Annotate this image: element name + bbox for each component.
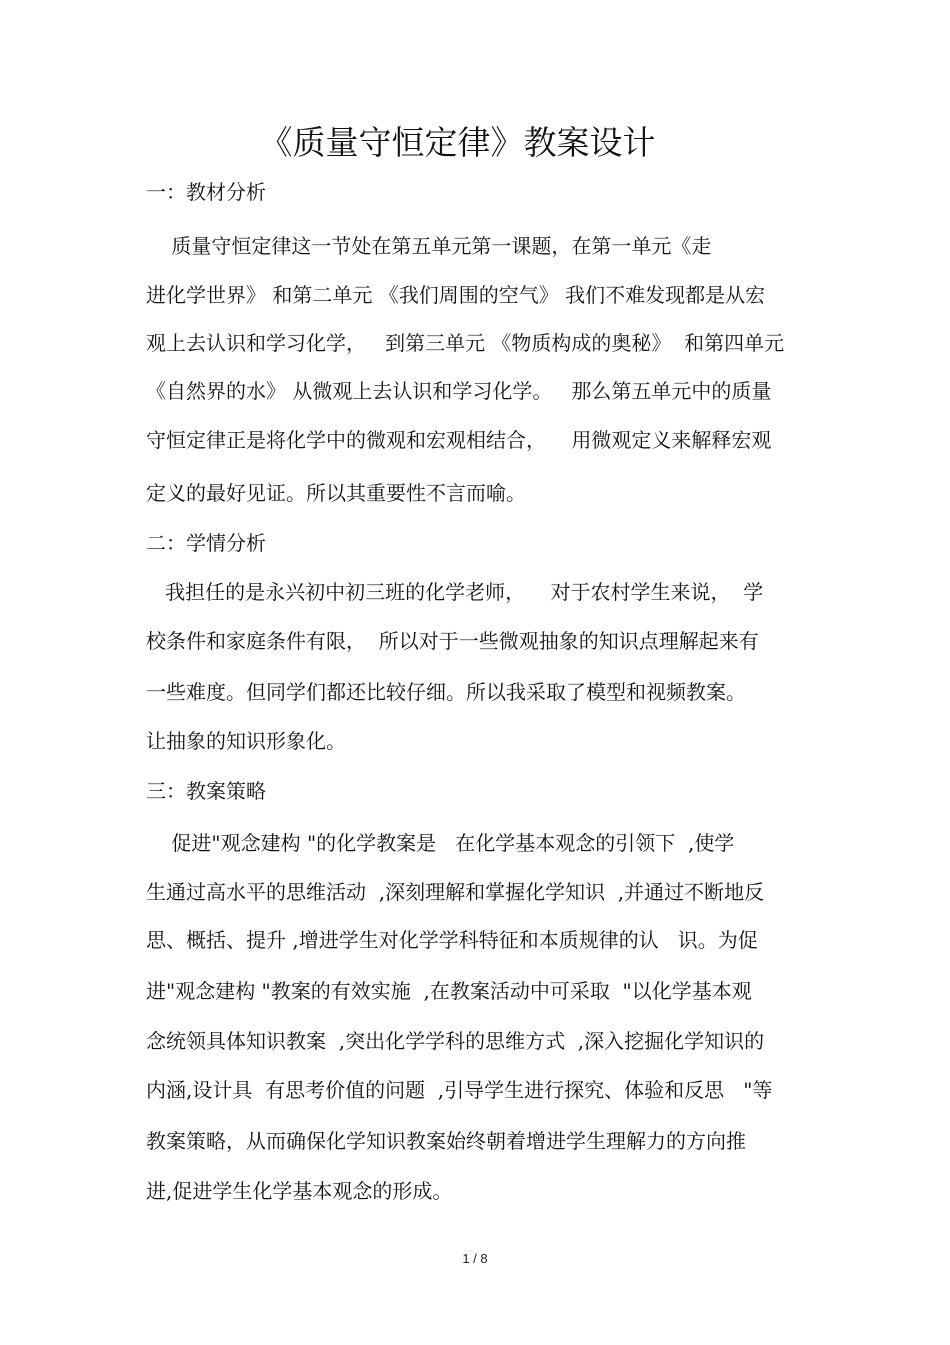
paragraph-line: 观上去认识和学习化学， 到第三单元 《物质构成的奥秘》 和第四单元 <box>146 331 785 355</box>
paragraph-line: 促进"观念建构 "的化学教案是 在化学基本观念的引领下 ,使学 <box>146 831 735 855</box>
paragraph-line: 生通过高水平的思维活动 ,深刻理解和掌握化学知识 ,并通过不断地反 <box>146 880 765 904</box>
section-heading-textbook-analysis: 一：教材分析 <box>146 180 266 204</box>
paragraph-line: 进化学世界》 和第二单元 《我们周围的空气》 我们不难发现都是从宏 <box>146 283 766 307</box>
section-heading-teaching-strategy: 三：教案策略 <box>146 779 266 803</box>
paragraph-line: 内涵,设计具 有思考价值的问题 ,引导学生进行探究、体验和反思 "等 <box>146 1078 773 1102</box>
paragraph-line: 教案策略，从而确保化学知识教案始终朝着增进学生理解力的方向推 <box>146 1129 746 1153</box>
paragraph-line: 一些难度。但同学们都还比较仔细。所以我采取了模型和视频教案。 <box>146 680 746 704</box>
paragraph-line: 守恒定律正是将化学中的微观和宏观相结合， 用微观定义来解释宏观 <box>146 428 772 452</box>
paragraph-line: 念统领具体知识教案 ,突出化学学科的思维方式 ,深入挖掘化学知识的 <box>146 1029 765 1053</box>
paragraph-line: 《自然界的水》 从微观上去认识和学习化学。 那么第五单元中的质量 <box>146 379 772 403</box>
paragraph-line: 思、概括、提升 ,增进学生对化学学科特征和本质规律的认 识。为促 <box>146 928 758 952</box>
paragraph-line: 我担任的是永兴初中初三班的化学老师， 对于农村学生来说， 学 <box>146 580 764 604</box>
paragraph-line: 让抽象的知识形象化。 <box>146 729 346 753</box>
paragraph-line: 校条件和家庭条件有限， 所以对于一些微观抽象的知识点理解起来有 <box>146 629 759 653</box>
page-number: 1 / 8 <box>462 1251 488 1266</box>
paragraph-line: 定义的最好见证。所以其重要性不言而喻。 <box>146 481 526 505</box>
paragraph-line: 进"观念建构 "教案的有效实施 ,在教案活动中可采取 "以化学基本观 <box>146 979 752 1003</box>
document-title: 《质量守恒定律》教案设计 <box>259 123 656 162</box>
paragraph-line: 质量守恒定律这一节处在第五单元第一课题，在第一单元《走 <box>146 234 712 258</box>
paragraph-line: 进,促进学生化学基本观念的形成。 <box>146 1179 453 1203</box>
section-heading-student-analysis: 二：学情分析 <box>146 531 266 555</box>
